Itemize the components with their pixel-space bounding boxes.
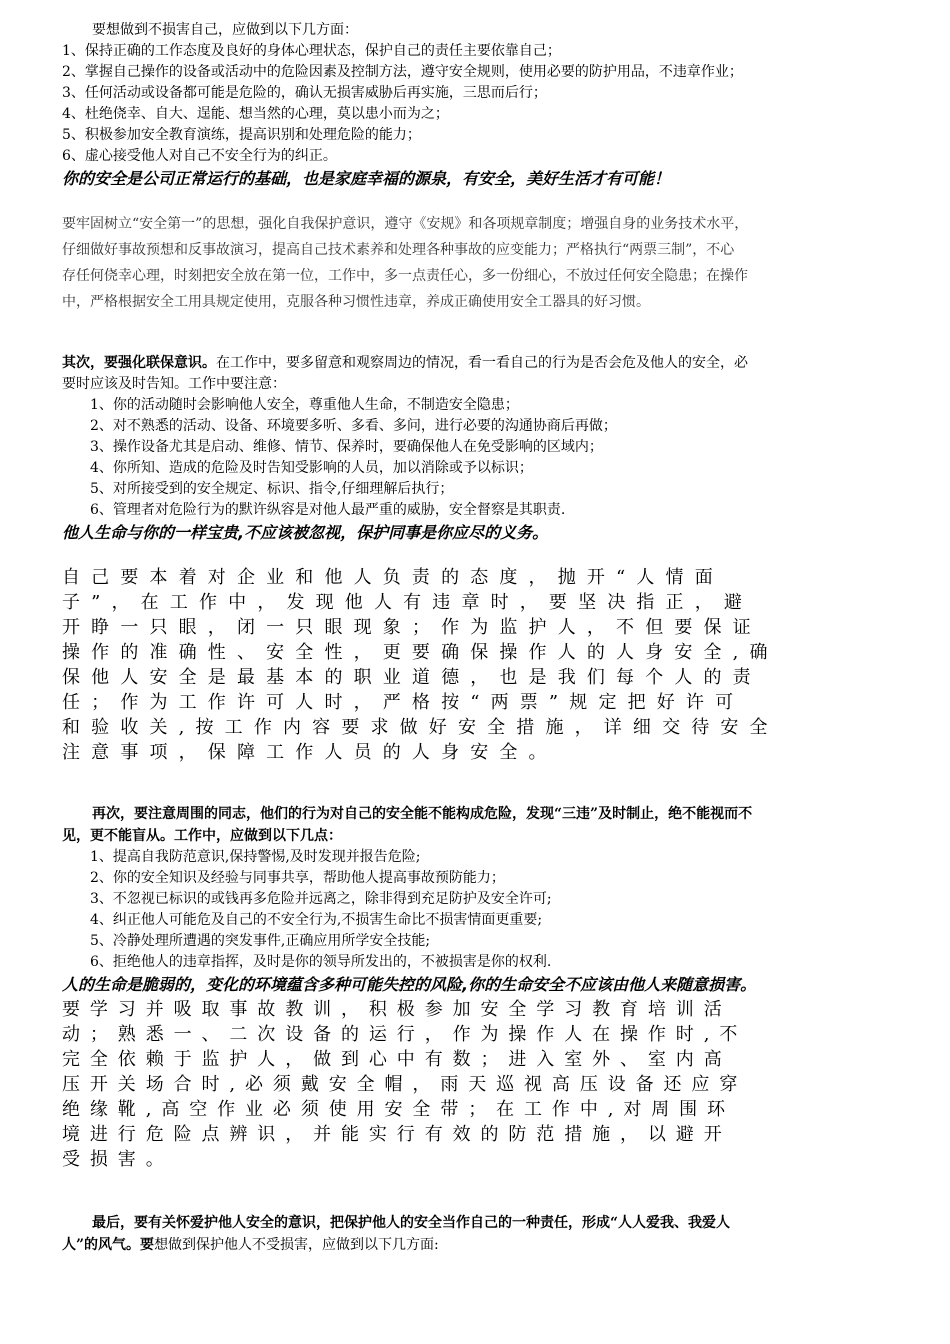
- sec2-para-line: 保他人安全是最基本的职业道德，也是我们每个人的责: [62, 667, 762, 688]
- sec1-item: 5、积极参加安全教育演练，提高识别和处理危险的能力；: [62, 127, 421, 143]
- sec3-para-line: 受损害。: [62, 1149, 174, 1170]
- sec3-item: 3、不忽视已标识的或钱再多危险并远离之，除非得到充足防护及安全许可;: [90, 891, 552, 907]
- sec2-para-line: 开睁一只眼，闭一只眼现象；作为监护人，不但要保证: [62, 617, 762, 638]
- sec3-item: 4、纠正他人可能危及自己的不安全行为,不损害生命比不损害情面更重要;: [90, 912, 543, 928]
- sec4-lead-rest: 想做到保护他人不受损害，应做到以下几方面:: [154, 1237, 439, 1253]
- sec2-lead: [62, 353, 892, 374]
- sec2-para-line: 子”，在工作中，发现他人有违章时，要坚决指正，避: [62, 592, 754, 613]
- sec2-para-line: 注意事项，保障工作人员的人身安全。: [62, 742, 558, 763]
- sec1-item: 6、虚心接受他人对自己不安全行为的纠正。: [62, 148, 337, 164]
- sec2-para-line: 自己要本着对企业和他人负责的态度，抛开“人情面: [62, 567, 724, 588]
- sec1-intro: 要想做到不损害自己，应做到以下几方面：: [92, 22, 358, 38]
- sec1-para-line: 仔细做好事故预想和反事故演习，提高自己技术素养和处理各种事故的应变能力；严格执行“两票三制”，不心: [62, 242, 735, 258]
- sec1-item: 1、保持正确的工作态度及良好的身体心理状态，保护自己的责任主要依靠自己；: [62, 43, 561, 59]
- sec2-lead-rest: 在工作中，要多留意和观察周边的情况，看一看自己的行为是否会危及他人的安全，必: [216, 355, 748, 371]
- sec2-item: 2、对不熟悉的活动、设备、环境要多听、多看、多问，进行必要的沟通协商后再做；: [90, 418, 617, 434]
- sec2-lead-bold: 其次，要强化联保意识。: [62, 355, 216, 371]
- sec2-para-line: 任；作为工作许可人时，严格按“两票”规定把好许可: [62, 692, 745, 713]
- sec2-para-line: 和验收关,按工作内容要求做好安全措施，详细交待安全: [62, 717, 779, 738]
- sec4-lead-line1: 最后，要有关怀爱护他人安全的意识，把保护他人的安全当作自己的一种责任，形成“人人爱我、我爱人: [92, 1215, 731, 1231]
- sec2-item: 5、对所接受到的安全规定、标识、指令,仔细理解后执行；: [90, 481, 454, 497]
- sec2-item: 1、你的活动随时会影响他人安全，尊重他人生命，不制造安全隐患；: [90, 397, 519, 413]
- sec2-slogan: 他人生命与你的一样宝贵,不应该被忽视，保护同事是你应尽的义务。: [62, 523, 549, 542]
- sec1-para-line: 存任何侥幸心理，时刻把安全放在第一位，工作中，多一点责任心，多一份细心，不放过任何安全隐患；在操作: [62, 268, 748, 284]
- sec3-para-line: 动；熟悉一、二次设备的运行，作为操作人在操作时,不: [62, 1024, 748, 1045]
- sec3-para-line: 绝缘靴,高空作业必须使用安全带；在工作中,对周围环: [62, 1099, 735, 1120]
- sec3-lead-line2: 见，更不能盲从。工作中，应做到以下几点：: [62, 828, 342, 844]
- sec3-para-line: 压开关场合时,必须戴安全帽，雨天巡视高压设备还应穿: [62, 1074, 748, 1095]
- document-page: [62, 20, 892, 1256]
- sec1-slogan: 你的安全是公司正常运行的基础，也是家庭幸福的源泉，有安全，美好生活才有可能！: [62, 169, 671, 188]
- sec4-lead-bold: 人”的风气。要: [62, 1237, 155, 1253]
- sec3-item: 1、提高自我防范意识,保持警惕,及时发现并报告危险;: [90, 849, 421, 865]
- sec2-para-line: 操作的准确性、安全性，更要确保操作人的人身安全,确: [62, 642, 779, 663]
- sec3-lead-line1: 再次，要注意周围的同志，他们的行为对自己的安全能不能构成危险，发现“三违”及时制止，绝不能视而不: [92, 806, 753, 822]
- sec3-para-line: 完全依赖于监护人，做到心中有数；进入室外、室内高: [62, 1049, 732, 1070]
- sec3-item: 6、拒绝他人的违章指挥，及时是你的领导所发出的，不被损害是你的权利.: [90, 954, 552, 970]
- sec3-slogan: 人的生命是脆弱的，变化的环境蕴含多种可能失控的风险,你的生命安全不应该由他人来随意损害。: [62, 975, 757, 994]
- sec1-item: 4、杜绝侥幸、自大、逞能、想当然的心理，莫以患小而为之；: [62, 106, 449, 122]
- sec3-para-line: 要学习并吸取事故教训，积极参加安全学习教育培训活: [62, 999, 732, 1020]
- sec3-item: 2、你的安全知识及经验与同事共享，帮助他人提高事故预防能力；: [90, 870, 505, 886]
- sec3-item: 5、冷静处理所遭遇的突发事件,正确应用所学安全技能;: [90, 933, 431, 949]
- sec2-item: 4、你所知、造成的危险及时告知受影响的人员，加以消除或予以标识；: [90, 460, 533, 476]
- sec1-item: 2、掌握自己操作的设备或活动中的危险因素及控制方法，遵守安全规则，使用必要的防护用品，不违章作业；: [62, 64, 743, 80]
- sec2-item: 3、操作设备尤其是启动、维修、情节、保养时，要确保他人在免受影响的区域内；: [90, 439, 603, 455]
- sec2-item: 6、管理者对危险行为的默许纵容是对他人最严重的威胁，安全督察是其职责.: [90, 502, 566, 518]
- sec3-para-line: 境进行危险点辨识，并能实行有效的防范措施，以避开: [62, 1124, 732, 1145]
- sec1-para-line: 中，严格根据安全工用具规定使用，克服各种习惯性违章，养成正确使用安全工器具的好习惯。: [62, 294, 650, 310]
- sec1-item: 3、任何活动或设备都可能是危险的，确认无损害威胁后再实施，三思而后行；: [62, 85, 547, 101]
- sec1-para-line: 要牢固树立“安全第一”的思想，强化自我保护意识，遵守《安规》和各项规章制度；增强自身的业务技术水平，: [62, 216, 749, 232]
- sec2-lead-line2: 要时应该及时告知。工作中要注意：: [62, 376, 286, 392]
- sec4-lead-line2: [62, 1234, 892, 1256]
